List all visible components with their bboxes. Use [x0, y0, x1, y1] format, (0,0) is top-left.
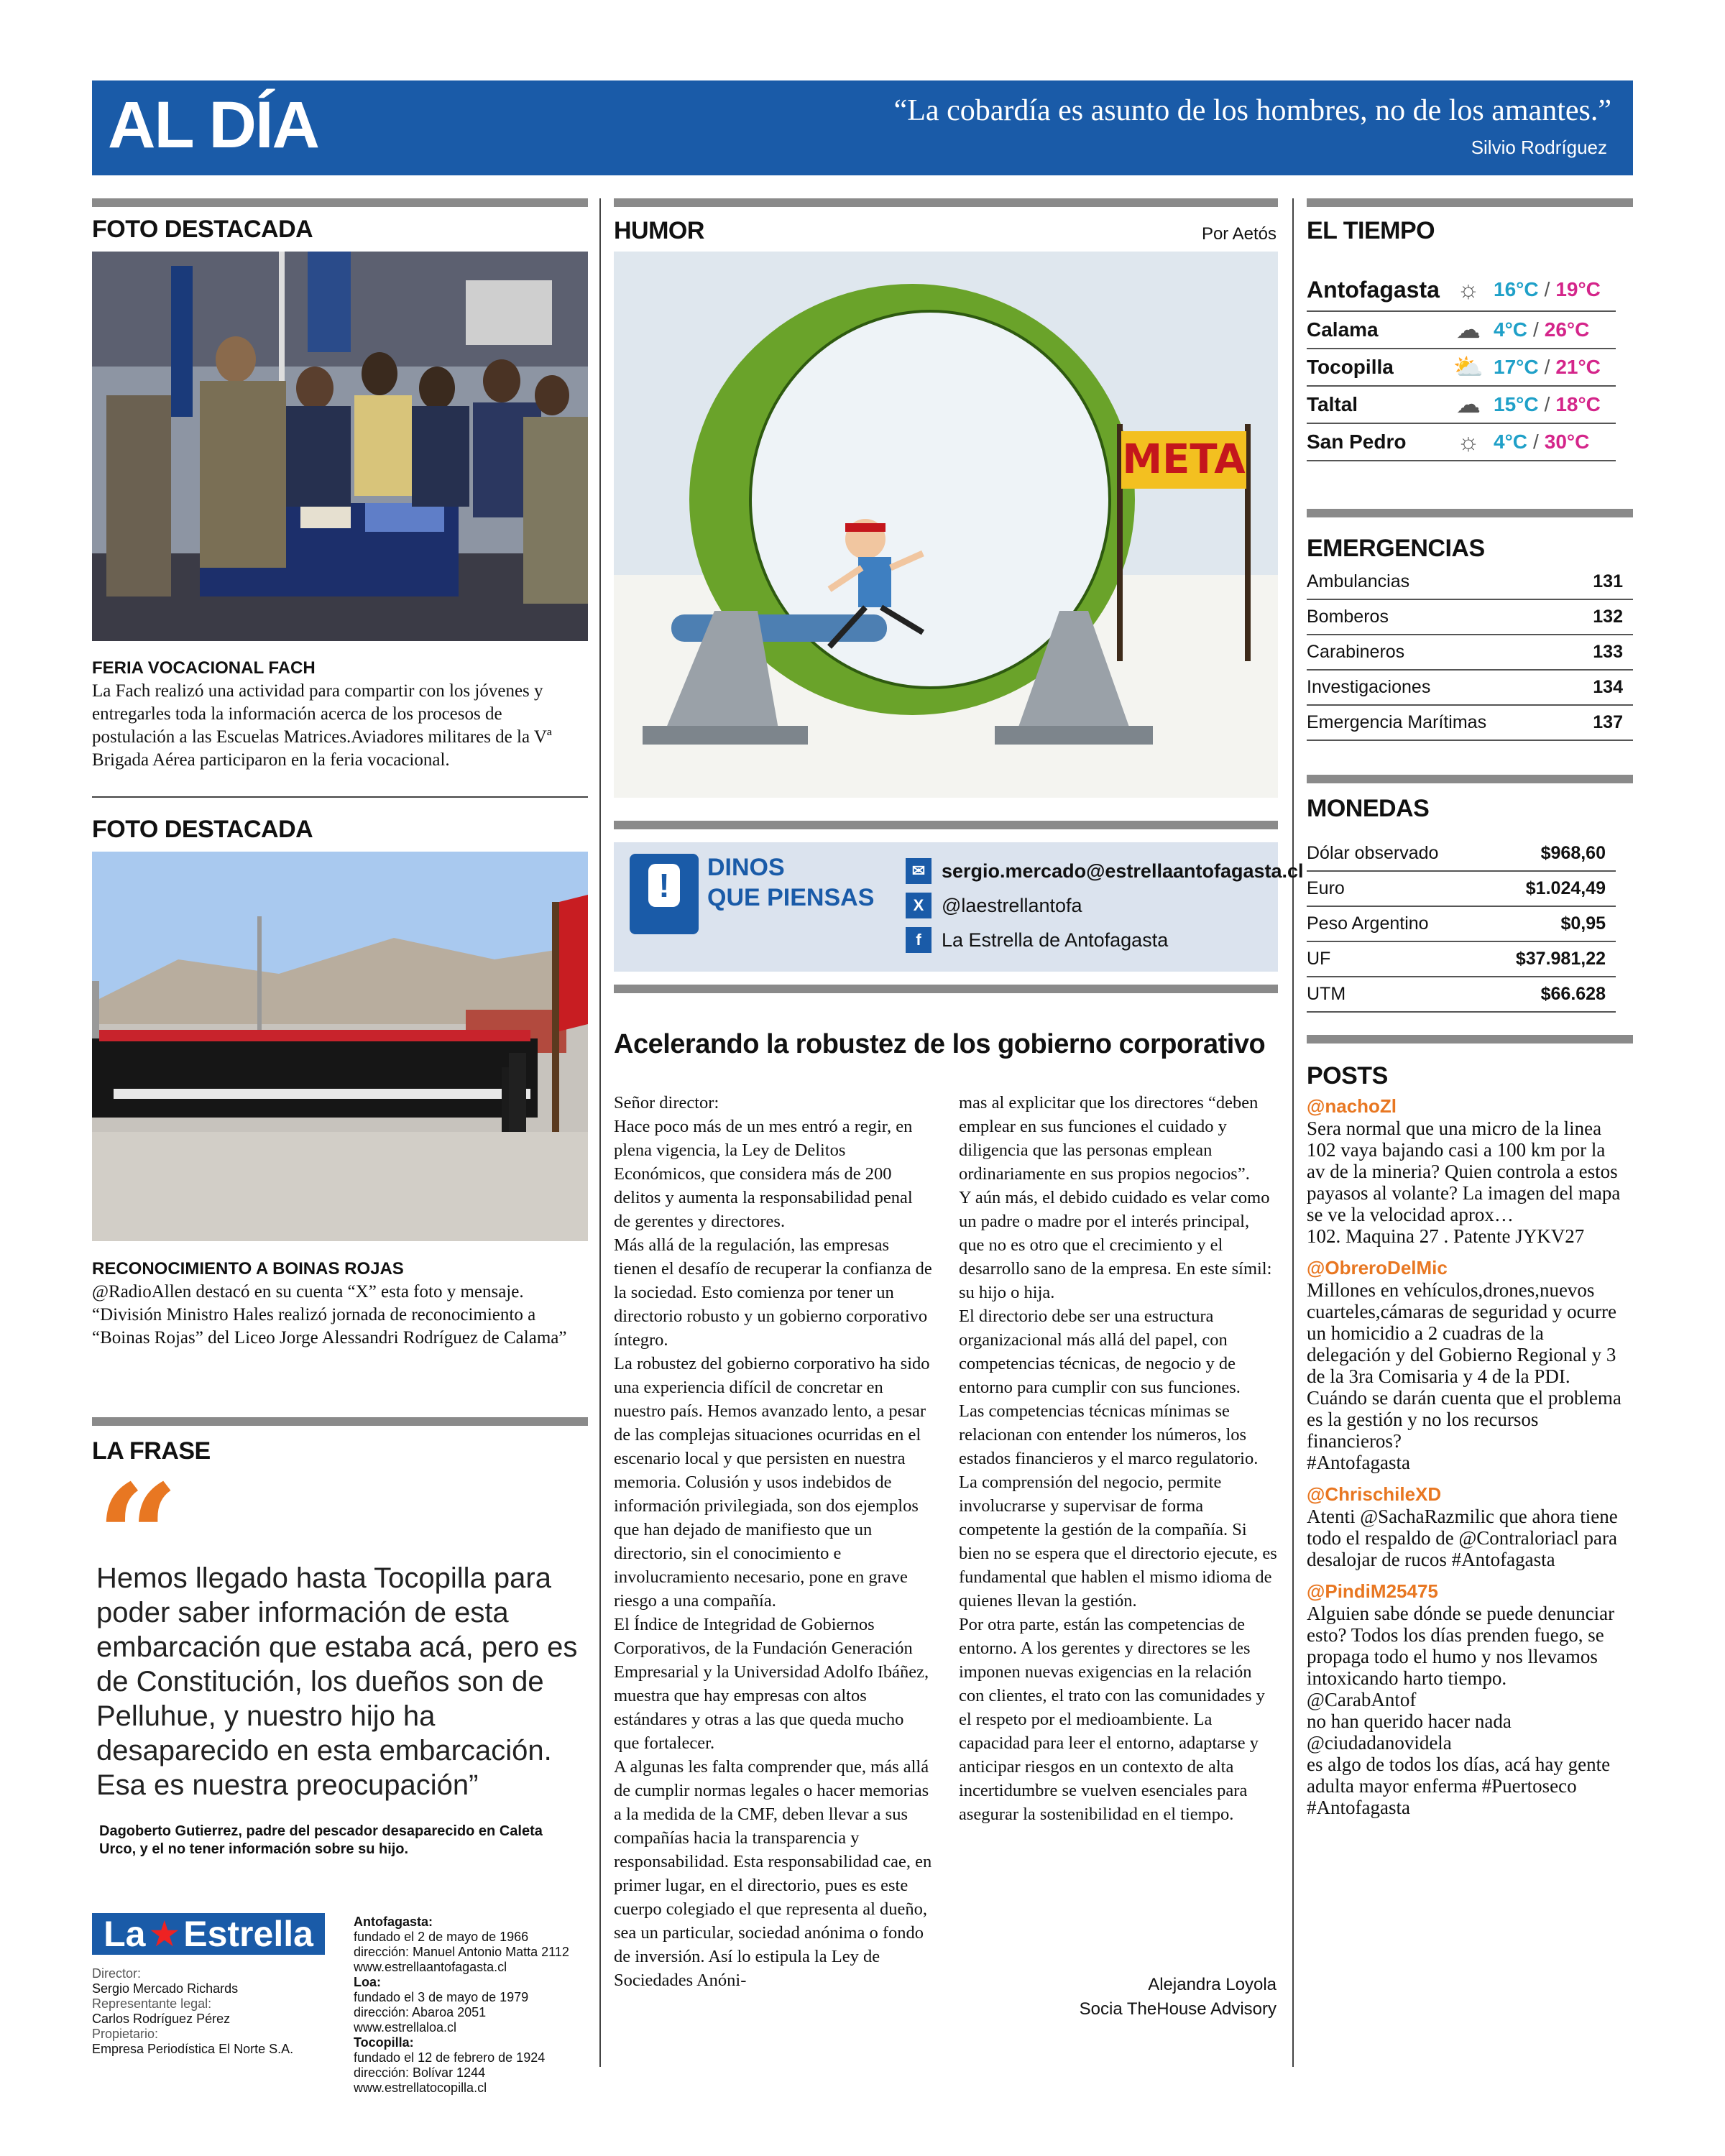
weather-city: San Pedro — [1307, 430, 1407, 453]
editions-list — [354, 1915, 598, 2096]
contact-email-row[interactable] — [906, 854, 1304, 888]
emergency-label: Investigaciones — [1307, 677, 1431, 697]
currency-label: UF — [1307, 949, 1331, 969]
letter-paragraph: Y aún más, el debido cuidado es velar como un padre o madre por el interés principal, que no es otro que el crecimiento y el desarrollo sano de la empresa. En este símil: su hijo o hija. — [959, 1188, 1272, 1302]
emergency-label: Bomberos — [1307, 607, 1389, 627]
foto1-caption-text: La Fach realizó una actividad para compartir con los jóvenes y entregarles toda la información acerca de los procesos de postulación a las Escuelas Matrices.Aviadores militares de la Vª Brigada Aérea participaron en la feria vocacional. — [92, 681, 552, 770]
letter-signature-name: Alejandra Loyola — [1148, 1975, 1276, 1994]
weather-city: Tocopilla — [1307, 356, 1394, 378]
weather-city: Antofagasta — [1307, 276, 1440, 303]
weather-row: Taltal ☁ 15°C / 18°C — [1307, 387, 1616, 424]
star-icon: ★ — [148, 1914, 181, 1954]
post-handle[interactable]: @PindiM25475 — [1307, 1580, 1438, 1602]
emergency-label: Carabineros — [1307, 642, 1405, 662]
weather-min: 15°C — [1494, 393, 1539, 415]
foto2-caption-text: @RadioAllen destacó en su cuenta “X” esta foto y mensaje. “División Ministro Hales realizó jornada de reconocimiento a “Boinas Rojas” del Liceo Jorge Alessandri Rodríguez de Calama” — [92, 1282, 567, 1348]
weather-city: Taltal — [1307, 393, 1358, 415]
post-handle[interactable]: @ObreroDelMic — [1307, 1257, 1448, 1279]
emergency-label: Ambulancias — [1307, 571, 1410, 591]
currency-row — [1307, 977, 1616, 1013]
emergency-number: 132 — [1593, 607, 1623, 627]
currency-label: Dólar observado — [1307, 843, 1439, 863]
currency-value: $1.024,49 — [1525, 878, 1606, 898]
emergency-number: 134 — [1593, 677, 1623, 697]
edition-founded: fundado el 12 de febrero de 1924 — [354, 2050, 546, 2065]
edition-web-link[interactable]: www.estrellatocopilla.cl — [354, 2081, 487, 2095]
weather-row: Tocopilla ⛅ 17°C / 21°C — [1307, 349, 1616, 387]
letter-signature — [1080, 1973, 1276, 2022]
letter-paragraph: Señor director: — [614, 1093, 719, 1112]
section-divider — [1307, 509, 1633, 517]
staff-name: Empresa Periodística El Norte S.A. — [92, 2042, 294, 2056]
speech-bubble-icon: ! — [630, 854, 699, 934]
contact-title — [707, 852, 874, 913]
edition-city: Tocopilla: — [354, 2035, 414, 2050]
weather-min: 17°C — [1494, 356, 1539, 378]
emergency-row — [1307, 706, 1633, 741]
section-divider — [92, 1417, 588, 1426]
column-separator — [599, 198, 601, 2067]
currency-value: $37.981,22 — [1515, 949, 1606, 969]
edition-web-link[interactable]: www.estrellaantofagasta.cl — [354, 1960, 507, 1974]
staff-role: Director: — [92, 1966, 142, 1981]
currency-row — [1307, 837, 1616, 872]
currency-row — [1307, 942, 1616, 977]
letter-paragraph: La robustez del gobierno corporativo ha sido una experiencia difícil de concretar en nuestro país. Hemos avanzado lento, a pesar de las complejas situaciones ocurridas en el escenario local y que persisten en nuestra memoria. Colusión y usos indebidos de información privilegiada, son dos ejemplos que han dejado de manifiesto que un directorio, sin el conocimiento e involucramiento necesario, pone en grave riesgo a una compañía. — [614, 1354, 930, 1611]
weather-max: 21°C — [1555, 356, 1601, 378]
wind-cloud-icon: ☁ — [1456, 316, 1481, 344]
posts-list — [1307, 1085, 1623, 1818]
contact-box — [614, 842, 1304, 972]
header-quote-author: Silvio Rodríguez — [1471, 137, 1607, 158]
currency-row — [1307, 907, 1616, 942]
currency-label: Euro — [1307, 878, 1345, 898]
post-text: Sera normal que una micro de la linea 102 vaya bajando casi a 100 km por la av de la mineria? Quien controla a estos payasos al volante? La imagen del mapa se ve la velocidad aprox… 102. Maquina 27 . Patente JYKV27 — [1307, 1118, 1621, 1247]
frase-text: Hemos llegado hasta Tocopilla para poder saber información de esta embarcación que estaba acá, pero es de Constitución, los dueños son de Pelluhue, y nuestro hijo ha desaparecido en esta embarcación. Esa es nuestra preocupación” — [96, 1562, 578, 1801]
staff-name: Carlos Rodríguez Pérez — [92, 2012, 231, 2026]
staff-role: Representante legal: — [92, 1996, 212, 2011]
foto1-caption-title: FERIA VOCACIONAL FACH — [92, 658, 316, 678]
letter-paragraph: Hace poco más de un mes entró a regir, en plena vigencia, la Ley de Delitos Económicos, que considera más de 200 delitos y aumenta la responsabilidad penal de gerentes y directores. — [614, 1117, 913, 1231]
weather-max: 19°C — [1555, 278, 1601, 300]
letter-paragraph: El directorio debe ser una estructura organizacional más allá del papel, con competencias técnicas, de negocio y de entorno para cumplir con sus funciones. — [959, 1307, 1241, 1397]
monedas-table — [1307, 837, 1616, 1013]
edition-city: Loa: — [354, 1975, 381, 1989]
emergency-row — [1307, 635, 1633, 671]
letter-paragraph: Por otra parte, están las competencias de entorno. A los gerentes y directores se les imponen nuevas exigencias en la relación con clientes, el trato con las comunidades y el respeto por el medioambiente. La capacidad para leer el entorno, adaptarse y anticipar riesgos en un contexto de alta incertidumbre se vuelven esenciales para asegurar la sostenibilidad en el tiempo. — [959, 1615, 1265, 1824]
foto1-section-title: FOTO DESTACADA — [92, 216, 313, 243]
letter-paragraph: mas al explicitar que los directores “deben emplear en sus funciones el cuidado y diligencia que las personas emplean ordinariamente en sus propios negocios”. — [959, 1093, 1259, 1184]
logo-text-estrella: Estrella — [183, 1914, 313, 1954]
emergencias-section-title: EMERGENCIAS — [1307, 535, 1485, 562]
emergency-number: 133 — [1593, 642, 1623, 662]
letter-column-1 — [614, 1091, 933, 1992]
foto2-caption-title: RECONOCIMIENTO A BOINAS ROJAS — [92, 1259, 404, 1279]
frase-source: Dagoberto Gutierrez, padre del pescador desaparecido en Caleta Urco, y el no tener información sobre su hijo. — [99, 1823, 543, 1857]
post-handle[interactable]: @nachoZl — [1307, 1095, 1397, 1117]
edition-address: dirección: Bolívar 1244 — [354, 2065, 486, 2080]
quote-mark-icon: “ — [96, 1453, 180, 1622]
divider — [92, 796, 588, 798]
weather-min: 16°C — [1494, 278, 1539, 300]
cloud-icon: ☁ — [1456, 391, 1481, 418]
monedas-section-title: MONEDAS — [1307, 795, 1430, 822]
edition-web-link[interactable]: www.estrellaloa.cl — [354, 2020, 457, 2035]
facebook-icon: f — [906, 927, 932, 953]
weather-row: Calama ☁ 4°C / 26°C — [1307, 312, 1616, 349]
sun-icon: ☼ — [1457, 428, 1480, 456]
currency-value: $0,95 — [1560, 913, 1606, 934]
letter-paragraph: Las competencias técnicas mínimas se relacionan con entender los números, los estados financieros y el marco regulatorio. La comprensión del negocio, permite involucrarse y supervisar de forma competente la gestión de la compañía. Si bien no se espera que el directorio ejecute, es fundamental que hablen el mismo idioma de quienes llevan la gestión. — [959, 1401, 1277, 1611]
currency-value: $968,60 — [1540, 843, 1606, 863]
section-divider — [92, 198, 588, 207]
section-title: AL DÍA — [108, 88, 318, 162]
section-divider — [614, 985, 1278, 993]
emergency-row — [1307, 565, 1633, 600]
partly-cloudy-icon: ⛅ — [1453, 354, 1484, 381]
weather-max: 30°C — [1544, 430, 1590, 453]
frase-section-title: LA FRASE — [92, 1437, 211, 1465]
letter-paragraph: Más allá de la regulación, las empresas tienen el desafío de recuperar la confianza de la sociedad. Esto comienza por tener un directorio robusto y un gobierno corporativo íntegro. — [614, 1235, 932, 1350]
edition-address: dirección: Abaroa 2051 — [354, 2005, 487, 2019]
header-quote: “La cobardía es asunto de los hombres, no de los amantes.” — [893, 94, 1611, 127]
staff-role: Propietario: — [92, 2027, 159, 2041]
sun-icon: ☼ — [1457, 275, 1480, 303]
feria-vocacional-photo — [92, 252, 588, 641]
edition-founded: fundado el 3 de mayo de 1979 — [354, 1990, 529, 2004]
posts-section-title: POSTS — [1307, 1062, 1388, 1089]
weather-min: 4°C — [1494, 430, 1527, 453]
humor-cartoon — [614, 252, 1278, 798]
currency-label: UTM — [1307, 984, 1346, 1004]
letter-signature-role: Socia TheHouse Advisory — [1079, 1999, 1276, 2019]
currency-label: Peso Argentino — [1307, 913, 1429, 934]
emergency-row — [1307, 600, 1633, 635]
humor-author: Por Aetós — [1201, 224, 1276, 244]
post-text: Atenti @SachaRazmilic que ahora tiene todo el respaldo de @Contraloriacl para desalojar de rucos #Antofagasta — [1307, 1506, 1618, 1570]
contact-title-line2: QUE PIENSAS — [707, 884, 875, 911]
section-header-banner — [92, 80, 1633, 175]
emergency-number: 131 — [1593, 571, 1623, 591]
post-text: Millones en vehículos,drones,nuevos cuarteles,cámaras de seguridad y ocurre un homicidio a 2 cuadras de la delegación y del Gobierno Regional y 3 de la 3ra Comisaria y 4 de la PDI. Cuándo se darán cuenta que el problema es la gestión y no los recursos financieros? #Antofagasta — [1307, 1279, 1622, 1473]
post-handle[interactable]: @ChrischileXD — [1307, 1483, 1442, 1505]
contact-facebook-row[interactable] — [906, 923, 1304, 957]
emergency-row — [1307, 671, 1633, 706]
letter-paragraph: El Índice de Integridad de Gobiernos Corporativos, de la Fundación Generación Empresarial y la Universidad Adolfo Ibáñez, muestra que hay empresas con altos estándares y otras a las que queda mucho que fortalecer. — [614, 1615, 929, 1753]
edition-address: dirección: Manuel Antonio Matta 2112 — [354, 1945, 569, 1959]
edition-founded: fundado el 2 de mayo de 1966 — [354, 1930, 529, 1944]
weather-max: 26°C — [1544, 318, 1590, 341]
x-icon: X — [906, 893, 932, 918]
meta-sign-text: META — [1122, 436, 1246, 483]
contact-x-handle[interactable]: @laestrellantofa — [942, 894, 1082, 916]
contact-email[interactable]: sergio.mercado@estrellaantofagasta.cl — [942, 860, 1304, 882]
weather-section-title: EL TIEMPO — [1307, 217, 1435, 244]
currency-row — [1307, 872, 1616, 907]
humor-section-title: HUMOR — [614, 217, 704, 244]
letter-column-2 — [959, 1091, 1278, 1826]
section-divider — [1307, 775, 1633, 783]
letter-headline: Acelerando la robustez de los gobierno corporativo — [614, 1029, 1266, 1059]
staff-name: Sergio Mercado Richards — [92, 1981, 239, 1996]
foto2-section-title: FOTO DESTACADA — [92, 816, 313, 843]
emergency-number: 137 — [1593, 712, 1623, 732]
logo-text-la: La — [104, 1914, 146, 1954]
column-separator — [1292, 198, 1294, 2067]
weather-min: 4°C — [1494, 318, 1527, 341]
email-icon: ✉ — [906, 858, 932, 884]
edition-city: Antofagasta: — [354, 1915, 433, 1929]
emergencias-table — [1307, 565, 1633, 741]
weather-max: 18°C — [1555, 393, 1601, 415]
section-divider — [1307, 1035, 1633, 1044]
staff-list — [92, 1966, 336, 2057]
contact-x-row[interactable] — [906, 888, 1304, 923]
la-estrella-logo — [92, 1913, 325, 1955]
weather-row: Antofagasta ☼ 16°C / 19°C — [1307, 269, 1616, 312]
weather-city: Calama — [1307, 318, 1379, 341]
section-divider — [614, 198, 1278, 207]
boinas-rojas-photo — [92, 852, 588, 1241]
letter-paragraph: A algunas les falta comprender que, más allá de cumplir normas legales o hacer memorias a la medida de la CMF, deben llevar a sus compañías hacia la transparencia y responsabilidad. Esta responsabilidad cae, en primer lugar, en el directorio, pues es este cuerpo colegiado el que representa al dueño, sea un particular, sociedad anónima o fondo de inversión. Así lo estipula la Ley de Sociedades Anóni- — [614, 1757, 932, 1990]
section-divider — [1307, 198, 1633, 207]
section-divider — [614, 821, 1278, 829]
weather-table — [1307, 269, 1616, 461]
emergency-label: Emergencia Marítimas — [1307, 712, 1487, 732]
contact-links — [906, 854, 1304, 957]
currency-value: $66.628 — [1540, 984, 1606, 1004]
contact-title-line1: DINOS — [707, 854, 785, 881]
contact-facebook[interactable]: La Estrella de Antofagasta — [942, 929, 1169, 951]
post-text: Alguien sabe dónde se puede denunciar esto? Todos los días prenden fuego, se propaga todo el humo y nos llevamos intoxicando harto tiempo. @CarabAntof no han querido hacer nada @ciudadanovidela es algo de todos los días, acá hay gente adulta mayor enferma #Puertoseco #Antofagasta — [1307, 1603, 1615, 1818]
weather-row: San Pedro ☼ 4°C / 30°C — [1307, 424, 1616, 461]
